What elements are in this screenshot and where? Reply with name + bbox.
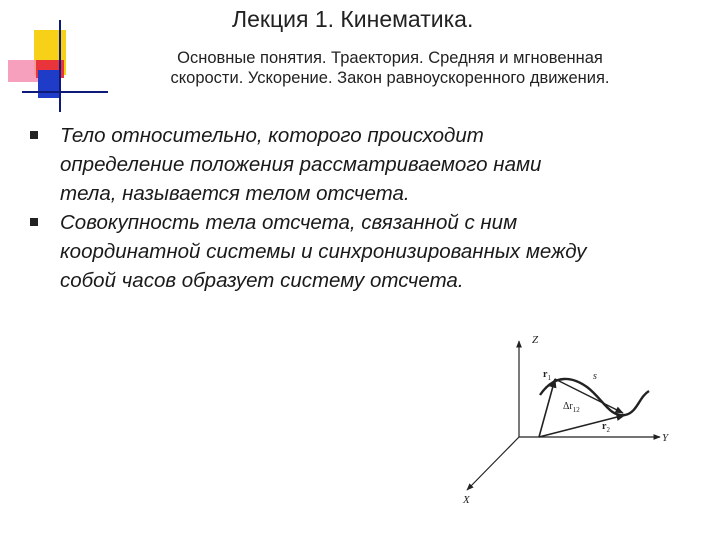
label-r2: $r_2$ <box>602 421 610 434</box>
square-bullet-icon <box>30 218 38 226</box>
slide-subtitle <box>110 48 670 88</box>
x-axis <box>467 437 519 490</box>
bullet-line: координатной системы и синхронизированных между <box>60 240 587 263</box>
label-x: X <box>463 494 470 506</box>
label-delta-r: $\Delta r_{12}$ <box>563 401 580 414</box>
label-s: s <box>593 371 597 382</box>
bullet-line: определение положения рассматриваемого нами <box>60 153 542 176</box>
subtitle-line: Основные понятия. Траектория. Средняя и мгновенная <box>177 49 603 67</box>
bullet-item <box>30 121 700 208</box>
corner-logo-decoration <box>0 0 110 120</box>
coordinate-system-diagram <box>455 325 685 510</box>
bullet-list <box>30 121 700 295</box>
label-z: Z <box>532 334 539 346</box>
subtitle-line: скорости. Ускорение. Закон равноускоренного движения. <box>170 69 610 87</box>
slide-title: Лекция 1. Кинематика. <box>232 6 474 32</box>
vector-r2 <box>539 415 625 437</box>
square-bullet-icon <box>30 131 38 139</box>
label-y: Y <box>662 432 669 444</box>
bullet-line: Совокупность тела отсчета, связанной с ним <box>60 211 518 234</box>
trajectory-curve <box>540 379 649 415</box>
bullet-line: собой часов образует систему отсчета. <box>60 269 464 292</box>
bullet-item <box>30 208 700 295</box>
bullet-line: Тело относительно, которого происходит <box>60 124 484 147</box>
label-r1: $r_1$ <box>543 369 551 382</box>
bullet-line: тела, называется телом отсчета. <box>60 182 410 205</box>
